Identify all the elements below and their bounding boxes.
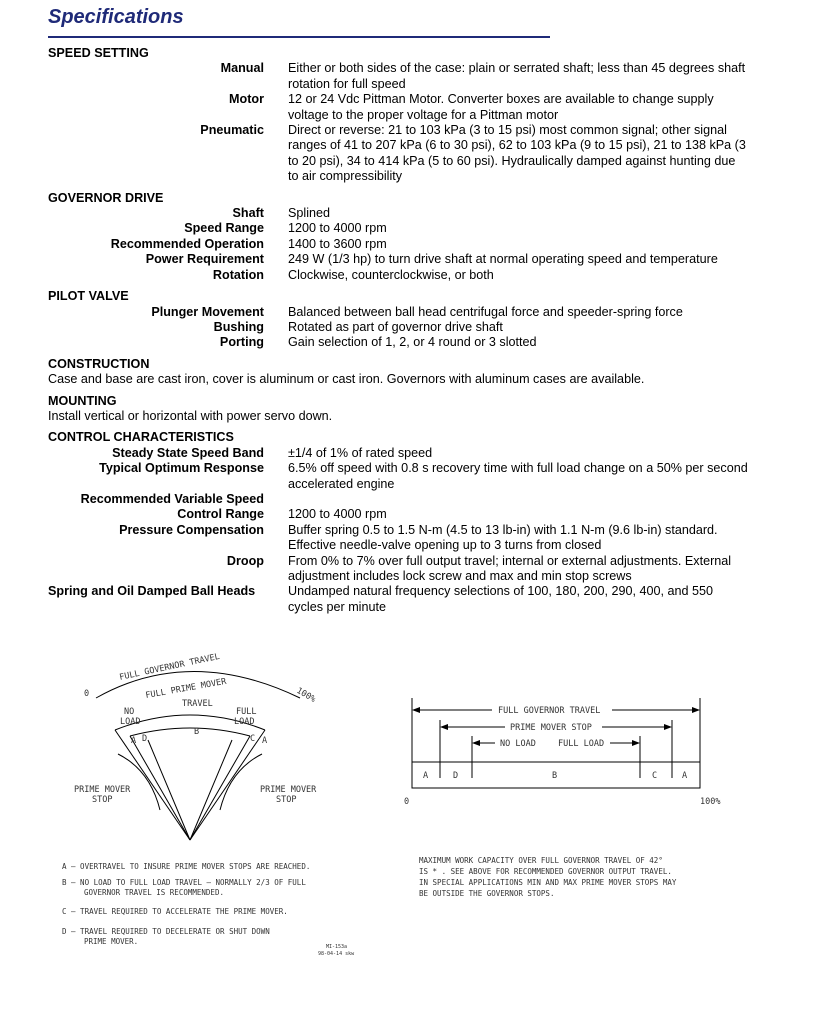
section-heading-control-characteristics: CONTROL CHARACTERISTICS: [48, 430, 234, 445]
spec-value: 6.5% off speed with 0.8 s recovery time with full load change on a 50% per second accelerated engine: [288, 461, 748, 491]
note-c: C — TRAVEL REQUIRED TO ACCELERATE THE PRIME MOVER.: [62, 907, 288, 916]
spec-value: Gain selection of 1, 2, or 4 round or 3 slotted: [288, 335, 537, 350]
linear-seg-a-right: A: [682, 771, 688, 781]
fan-prime-left: PRIME MOVER: [74, 785, 131, 795]
section-heading-mounting: MOUNTING: [48, 393, 117, 408]
spec-row: [48, 252, 768, 267]
fan-seg-c-right: C: [250, 734, 256, 744]
spec-row: [48, 461, 768, 492]
spec-value: Either or both sides of the case: plain or serrated shaft; less than 45 degrees shaft rotation for full speed: [288, 61, 746, 91]
note-a: A — OVERTRAVEL TO INSURE PRIME MOVER STOPS ARE REACHED.: [62, 862, 311, 871]
spec-value: [288, 492, 748, 507]
spec-row: [48, 335, 768, 350]
fan-stop-left: STOP: [92, 795, 113, 805]
spec-row: [48, 206, 768, 221]
spec-row: [48, 584, 768, 615]
construction-text: Case and base are cast iron, cover is aluminum or cast iron. Governors with aluminum cases are available.: [48, 372, 645, 387]
linear-seg-b: B: [552, 771, 558, 781]
fan-label-load-right: LOAD: [234, 717, 255, 727]
spec-value: 12 or 24 Vdc Pittman Motor. Converter boxes are available to change supply voltage to the proper voltage for a Pittman motor: [288, 92, 714, 122]
linear-seg-c: C: [652, 771, 658, 781]
drawing-number: MI-153a: [326, 944, 348, 950]
spec-label: Shaft: [232, 206, 264, 221]
fan-diagram: [96, 672, 300, 841]
mounting-text: Install vertical or horizontal with power servo down.: [48, 408, 333, 423]
linear-label-no-load: NO LOAD: [500, 739, 536, 749]
right-note-line: IN SPECIAL APPLICATIONS MIN AND MAX PRIME MOVER STOPS MAY: [419, 878, 677, 887]
spec-label: Plunger Movement: [151, 304, 264, 319]
fan-label-zero: 0: [84, 689, 90, 699]
drawing-id: [318, 944, 355, 957]
spec-label: Rotation: [212, 267, 264, 282]
spec-value: Rotated as part of governor drive shaft: [288, 319, 503, 334]
fan-seg-a-left: A: [131, 736, 137, 746]
spec-row: [48, 320, 768, 335]
spec-row: [48, 492, 768, 507]
spec-value: Balanced between ball head centrifugal force and speeder-spring force: [288, 304, 683, 319]
title-underline: [48, 36, 550, 38]
spec-value: 1400 to 3600 rpm: [288, 236, 387, 251]
spec-value: Clockwise, counterclockwise, or both: [288, 267, 494, 282]
spec-label: Droop: [226, 553, 264, 568]
linear-label-prime-mover-stop: PRIME MOVER STOP: [510, 723, 592, 733]
fan-label-full-governor-travel: FULL GOVERNOR TRAVEL: [118, 651, 221, 683]
linear-seg-a-left: A: [423, 771, 429, 781]
note-d: D — TRAVEL REQUIRED TO DECELERATE OR SHUT DOWN: [62, 927, 270, 936]
spec-label: Recommended Operation: [110, 236, 264, 251]
spec-row: [48, 507, 768, 522]
diagram-notes: [62, 856, 677, 946]
spec-label: Bushing: [213, 319, 264, 334]
spec-row: [48, 446, 768, 461]
linear-seg-d: D: [453, 771, 459, 781]
fan-label-100: 100%: [294, 685, 318, 705]
spec-row: [48, 554, 768, 585]
spec-row: [48, 523, 768, 554]
note-b: B — NO LOAD TO FULL LOAD TRAVEL — NORMALLY 2/3 OF FULL: [62, 878, 306, 887]
linear-zero: 0: [404, 797, 410, 807]
spec-row: [48, 268, 768, 283]
note-d-cont: PRIME MOVER.: [84, 937, 139, 946]
spec-value: 1200 to 4000 rpm: [288, 221, 387, 236]
spec-value: From 0% to 7% over full output travel; internal or external adjustments. External adjustment includes lock screw and max and min stop screws: [288, 553, 732, 583]
governor-travel-diagram: [0, 650, 815, 990]
spec-label: Recommended Variable Speed: [80, 491, 264, 506]
fan-stop-right: STOP: [276, 795, 297, 805]
spec-label: Speed Range: [184, 221, 264, 236]
right-note-line: IS * . SEE ABOVE FOR RECOMMENDED GOVERNOR OUTPUT TRAVEL.: [419, 867, 672, 876]
section-heading-pilot-valve: PILOT VALVE: [48, 289, 129, 304]
spec-row: [48, 123, 768, 185]
spec-label: Spring and Oil Damped Ball Heads: [48, 584, 256, 599]
fan-labels: [74, 652, 317, 805]
linear-label-full-governor-travel: FULL GOVERNOR TRAVEL: [498, 706, 601, 716]
section-heading-speed-setting: SPEED SETTING: [48, 46, 149, 60]
spec-value: 249 W (1/3 hp) to turn drive shaft at normal operating speed and temperature: [288, 252, 718, 267]
specifications-body: [48, 46, 768, 615]
fan-prime-right: PRIME MOVER: [260, 785, 317, 795]
spec-row: [48, 237, 768, 252]
fan-seg-d-left: D: [142, 734, 148, 744]
right-note-line: BE OUTSIDE THE GOVERNOR STOPS.: [419, 889, 555, 898]
linear-100: 100%: [700, 797, 721, 807]
fan-label-travel: TRAVEL: [182, 699, 213, 709]
note-b-cont: GOVERNOR TRAVEL IS RECOMMENDED.: [84, 888, 224, 897]
spec-value: Buffer spring 0.5 to 1.5 N-m (4.5 to 13 lb-in) with 1.1 N-m (9.6 lb-in) standard. Effective needle-valve opening up to 3 turns from closed: [288, 522, 718, 553]
spec-value: Undamped natural frequency selections of 100, 180, 200, 290, 400, and 550 cycles per minute: [288, 584, 713, 614]
spec-value: Direct or reverse: 21 to 103 kPa (3 to 15 psi) most common signal; other signal ranges of 41 to 207 kPa (6 to 30 psi), 62 to 103 kPa (9 to 15 psi), 21 to 138 kPa (3 to 20 psi), 34 to 414 kPa (5 to 60 psi). Hydraulically damped against hunting due to air compressibility: [288, 123, 746, 184]
fan-label-load-left: LOAD: [120, 717, 141, 727]
spec-label: Motor: [229, 92, 264, 107]
linear-label-full-load: FULL LOAD: [558, 739, 605, 749]
spec-row: [48, 61, 768, 92]
spec-row: [48, 92, 768, 123]
spec-value: ±1/4 of 1% of rated speed: [288, 445, 433, 460]
spec-label: Power Requirement: [145, 252, 264, 267]
spec-label: Manual: [220, 61, 264, 76]
section-heading-construction: CONSTRUCTION: [48, 356, 150, 371]
fan-label-full-prime-mover: FULL PRIME MOVER: [144, 676, 228, 701]
spec-label: Steady State Speed Band: [112, 445, 264, 460]
fan-seg-a-right: A: [262, 736, 268, 746]
spec-value: 1200 to 4000 rpm: [288, 507, 387, 522]
fan-label-full: FULL: [236, 707, 257, 717]
spec-label: Pressure Compensation: [119, 522, 264, 537]
spec-value: Splined: [288, 206, 331, 221]
spec-row: [48, 221, 768, 236]
spec-label: Porting: [219, 335, 264, 350]
section-heading-governor-drive: GOVERNOR DRIVE: [48, 190, 164, 205]
spec-label: Pneumatic: [200, 123, 264, 138]
drawing-date: 98-04-14 skw: [318, 951, 355, 957]
fan-label-no: NO: [124, 707, 135, 717]
page-title: Specifications: [48, 6, 184, 28]
fan-seg-b: B: [194, 727, 200, 737]
spec-row: [48, 305, 768, 320]
linear-labels: [404, 706, 720, 807]
spec-label: Typical Optimum Response: [99, 461, 264, 476]
spec-label: Control Range: [177, 507, 264, 522]
right-note-line: MAXIMUM WORK CAPACITY OVER FULL GOVERNOR TRAVEL OF 42°: [419, 856, 663, 865]
